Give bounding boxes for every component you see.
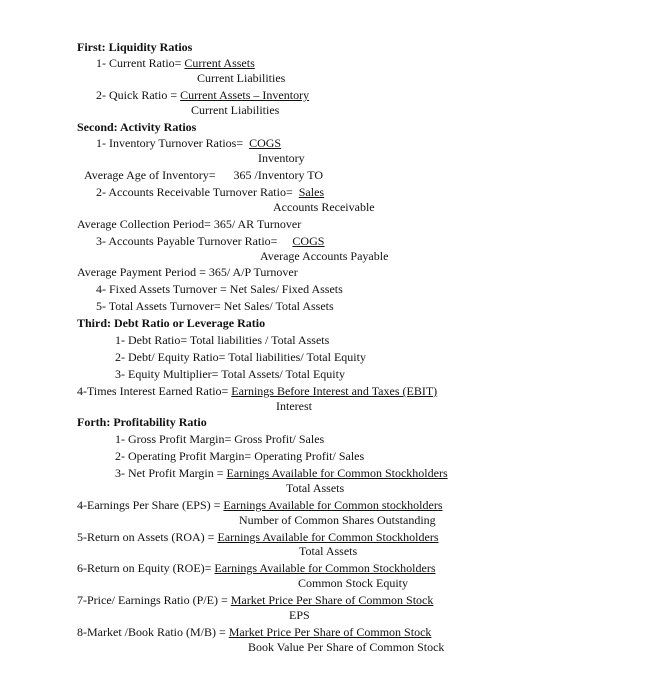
roa-line [77,530,439,544]
pe-line [77,593,433,607]
avg-collection-period: Average Collection Period= 365/ AR Turnover [77,217,302,231]
current-ratio-denominator: Current Liabilities [197,71,286,85]
heading-liquidity: First: Liquidity Ratios [77,40,193,54]
eps-denominator: Number of Common Shares Outstanding [239,513,436,527]
roa-label: 5-Return on Assets (ROA) = [77,530,218,544]
mb-label: 8-Market /Book Ratio (M/B) = [77,625,229,639]
roe-line [77,561,436,575]
operating-profit-margin: 2- Operating Profit Margin= Operating Profit/ Sales [115,449,365,463]
fixed-assets-turnover: 4- Fixed Assets Turnover = Net Sales/ Fixed Assets [96,282,343,296]
roe-denominator: Common Stock Equity [298,576,409,590]
total-assets-turnover: 5- Total Assets Turnover= Net Sales/ Total Assets [96,299,334,313]
heading-activity: Second: Activity Ratios [77,120,197,134]
debt-equity-ratio: 2- Debt/ Equity Ratio= Total liabilities/ Total Equity [115,350,366,364]
heading-debt: Third: Debt Ratio or Leverage Ratio [77,316,266,330]
ar-turnover-denominator: Accounts Receivable [273,200,375,214]
avg-payment-period: Average Payment Period = 365/ A/P Turnover [77,265,298,279]
current-ratio-label: 1- Current Ratio= [96,56,185,70]
roa-denominator: Total Assets [299,544,358,558]
ap-turnover-label: 3- Accounts Payable Turnover Ratio= [96,234,293,248]
ar-turnover-line [96,185,324,199]
ar-turnover-label: 2- Accounts Receivable Turnover Ratio= [96,185,299,199]
mb-numerator: Market Price Per Share of Common Stock [228,625,432,639]
net-margin-label: 3- Net Profit Margin = [115,466,227,480]
pe-denominator: EPS [289,608,310,622]
equity-multiplier: 3- Equity Multiplier= Total Assets/ Total Equity [115,367,345,381]
roa-numerator: Earnings Available for Common Stockholders [217,530,439,544]
ap-turnover-denominator: Average Accounts Payable [260,249,389,263]
avg-age-inventory: Average Age of Inventory= 365 /Inventory TO [84,168,324,182]
current-ratio-numerator: Current Assets [184,56,255,70]
gross-profit-margin: 1- Gross Profit Margin= Gross Profit/ Sales [115,432,325,446]
times-interest-denominator: Interest [276,399,312,413]
inventory-turnover-denominator: Inventory [258,151,305,165]
eps-line [77,498,443,512]
quick-ratio-label: 2- Quick Ratio = [96,88,181,102]
eps-label: 4-Earnings Per Share (EPS) = [77,498,224,512]
roe-numerator: Earnings Available for Common Stockholders [214,561,436,575]
mb-line [77,625,431,639]
debt-ratio: 1- Debt Ratio= Total liabilities / Total Assets [115,333,330,347]
quick-ratio-line [96,88,309,102]
mb-denominator: Book Value Per Share of Common Stock [248,640,445,654]
pe-label: 7-Price/ Earnings Ratio (P/E) = [77,593,231,607]
inventory-turnover-numerator: COGS [249,136,282,150]
times-interest-numerator: Earnings Before Interest and Taxes (EBIT) [231,384,438,398]
quick-ratio-denominator: Current Liabilities [191,103,280,117]
inventory-turnover-label: 1- Inventory Turnover Ratios= [96,136,250,150]
net-margin-denominator: Total Assets [286,481,345,495]
ap-turnover-line [96,234,324,248]
heading-profitability: Forth: Profitability Ratio [77,415,207,429]
ap-turnover-numerator: COGS [292,234,325,248]
pe-numerator: Market Price Per Share of Common Stock [230,593,434,607]
times-interest-label: 4-Times Interest Earned Ratio= [77,384,232,398]
quick-ratio-numerator: Current Assets – Inventory [180,88,310,102]
ar-turnover-numerator: Sales [298,185,325,199]
current-ratio-line [96,56,255,70]
roe-label: 6-Return on Equity (ROE)= [77,561,215,575]
net-margin-numerator: Earnings Available for Common Stockholders [226,466,448,480]
net-margin-line [115,466,448,480]
times-interest-line [77,384,437,398]
inventory-turnover-line [96,136,281,150]
eps-numerator: Earnings Available for Common stockholders [223,498,443,512]
